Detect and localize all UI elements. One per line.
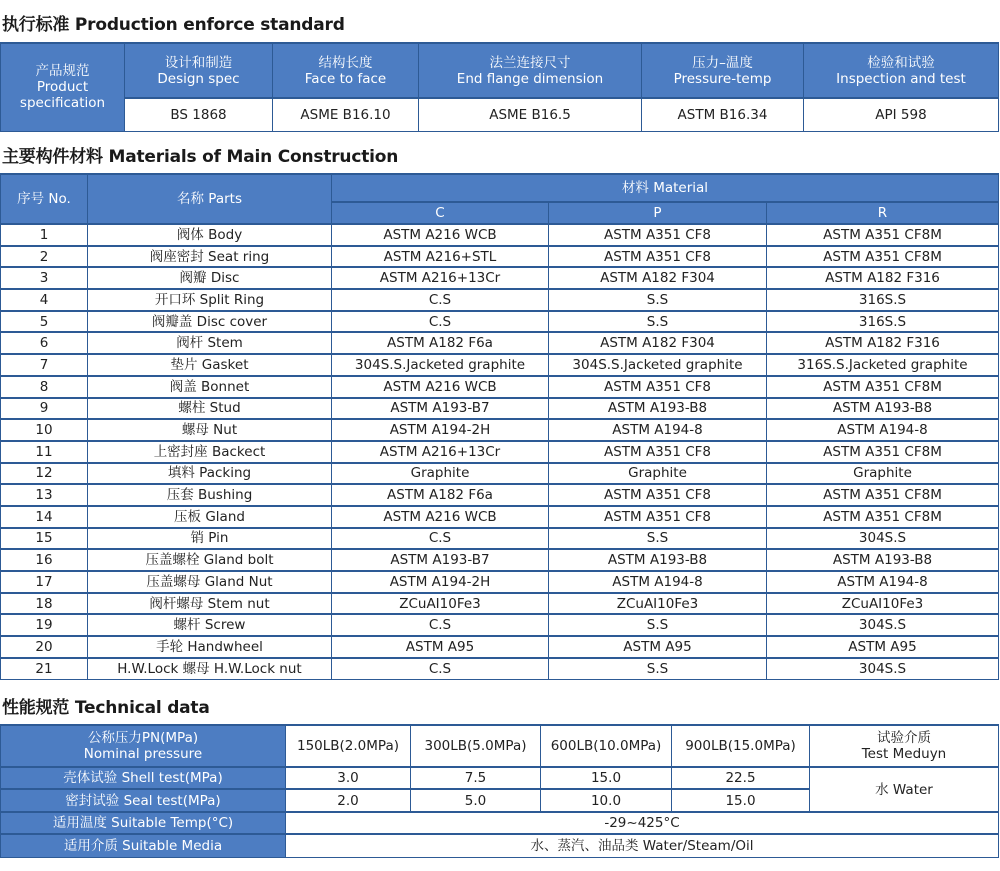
material-row: [1, 419, 999, 441]
suitable-media-label: 适用介质 Suitable Media: [1, 834, 286, 857]
material-part: 手轮 Handwheel: [88, 636, 332, 658]
material-no: 11: [1, 441, 88, 463]
material-no: 7: [1, 354, 88, 376]
test-medium-en: Test Meduyn: [861, 746, 947, 762]
material-no: 21: [1, 658, 88, 680]
material-grade-r: ASTM A194-8: [767, 419, 999, 441]
material-grade-c: ASTM A216+STL: [332, 246, 549, 268]
material-grade-c: ASTM A95: [332, 636, 549, 658]
material-grade-p: ASTM A182 F304: [549, 267, 767, 289]
std-col-cn: 设计和制造: [164, 54, 233, 71]
std-value: ASME B16.5: [419, 98, 642, 131]
material-grade-r: ASTM A351 CF8M: [767, 484, 999, 506]
material-grade-p: S.S: [549, 311, 767, 333]
material-row: [1, 636, 999, 658]
material-grade-p: ASTM A194-8: [549, 571, 767, 593]
material-grade-c: Graphite: [332, 463, 549, 485]
seal-test-value: 15.0: [672, 789, 810, 812]
material-row: [1, 354, 999, 376]
material-row: [1, 614, 999, 636]
material-grade-p: S.S: [549, 528, 767, 550]
material-row: [1, 398, 999, 420]
std-col-en: Pressure-temp: [673, 70, 772, 87]
material-grade-p: ASTM A194-8: [549, 419, 767, 441]
material-part: 阀瓣 Disc: [88, 267, 332, 289]
shell-test-value: 7.5: [411, 767, 541, 789]
product-spec-header: [1, 43, 125, 131]
material-part: 压盖螺栓 Gland bolt: [88, 549, 332, 571]
material-grade-p: S.S: [549, 658, 767, 680]
material-grade-r: ASTM A182 F316: [767, 267, 999, 289]
material-grade-r: ASTM A95: [767, 636, 999, 658]
material-part: 阀体 Body: [88, 224, 332, 246]
material-part: 阀盖 Bonnet: [88, 376, 332, 398]
seal-test-value: 10.0: [541, 789, 672, 812]
std-col-header: [125, 43, 273, 98]
seal-test-value: 2.0: [286, 789, 411, 812]
material-grade-c: ASTM A194-2H: [332, 571, 549, 593]
material-no: 14: [1, 506, 88, 528]
material-part: 压板 Gland: [88, 506, 332, 528]
material-grade-p: ASTM A351 CF8: [549, 506, 767, 528]
standards-heading: 执行标准 Production enforce standard: [2, 15, 345, 35]
material-no: 6: [1, 332, 88, 354]
suitable-media-value: 水、蒸汽、油品类 Water/Steam/Oil: [286, 834, 999, 857]
std-col-en: Inspection and test: [836, 70, 966, 87]
material-grade-r: ASTM A351 CF8M: [767, 376, 999, 398]
test-medium-cn: 试验介质: [877, 730, 931, 746]
material-grade-p: ASTM A95: [549, 636, 767, 658]
material-grade-c: ASTM A216 WCB: [332, 506, 549, 528]
technical-heading: 性能规范 Technical data: [2, 698, 210, 718]
col-parts-header: 名称 Parts: [88, 174, 332, 224]
material-grade-r: 316S.S: [767, 311, 999, 333]
material-grade-p: ASTM A351 CF8: [549, 441, 767, 463]
material-grade-c: C.S: [332, 289, 549, 311]
material-part: 垫片 Gasket: [88, 354, 332, 376]
std-col-header: [804, 43, 999, 98]
material-no: 20: [1, 636, 88, 658]
shell-test-label: 壳体试验 Shell test(MPa): [1, 767, 286, 789]
material-row: [1, 224, 999, 246]
material-grade-p: S.S: [549, 289, 767, 311]
material-grade-p: ASTM A351 CF8: [549, 376, 767, 398]
grade-p-header: P: [549, 202, 767, 224]
shell-test-value: 22.5: [672, 767, 810, 789]
std-col-en: Design spec: [157, 70, 240, 87]
material-no: 1: [1, 224, 88, 246]
material-grade-c: ASTM A193-B7: [332, 549, 549, 571]
material-row: [1, 484, 999, 506]
material-grade-p: 304S.S.Jacketed graphite: [549, 354, 767, 376]
material-part: 阀瓣盖 Disc cover: [88, 311, 332, 333]
material-row: [1, 528, 999, 550]
std-col-cn: 检验和试验: [867, 54, 935, 71]
grade-r-header: R: [767, 202, 999, 224]
material-grade-r: ASTM A351 CF8M: [767, 246, 999, 268]
std-col-header: [273, 43, 419, 98]
material-part: 压套 Bushing: [88, 484, 332, 506]
material-grade-p: ASTM A182 F304: [549, 332, 767, 354]
material-grade-r: 316S.S: [767, 289, 999, 311]
material-grade-r: ASTM A351 CF8M: [767, 224, 999, 246]
seal-test-label: 密封试验 Seal test(MPa): [1, 789, 286, 812]
suitable-temp-value: -29~425°C: [286, 812, 999, 834]
grade-c-header: C: [332, 202, 549, 224]
shell-test-value: 3.0: [286, 767, 411, 789]
material-part: 填料 Packing: [88, 463, 332, 485]
material-grade-p: ASTM A351 CF8: [549, 224, 767, 246]
material-row: [1, 549, 999, 571]
nominal-pressure-cn: 公称压力PN(MPa): [87, 730, 199, 746]
material-no: 2: [1, 246, 88, 268]
pressure-class: 900LB(15.0MPa): [672, 725, 810, 767]
material-row: [1, 506, 999, 528]
material-no: 13: [1, 484, 88, 506]
material-grade-p: Graphite: [549, 463, 767, 485]
material-grade-r: ASTM A193-B8: [767, 549, 999, 571]
material-part: 开口环 Split Ring: [88, 289, 332, 311]
material-row: [1, 246, 999, 268]
material-row: [1, 658, 999, 680]
material-grade-r: ASTM A182 F316: [767, 332, 999, 354]
material-grade-p: ASTM A351 CF8: [549, 246, 767, 268]
nominal-pressure-header: [1, 725, 286, 767]
material-grade-p: S.S: [549, 614, 767, 636]
material-no: 4: [1, 289, 88, 311]
pressure-class: 150LB(2.0MPa): [286, 725, 411, 767]
material-row: [1, 289, 999, 311]
material-grade-r: 304S.S: [767, 658, 999, 680]
std-col-cn: 压力–温度: [692, 54, 753, 71]
material-row: [1, 376, 999, 398]
material-grade-r: Graphite: [767, 463, 999, 485]
product-spec-cn: 产品规范: [35, 63, 90, 80]
material-no: 3: [1, 267, 88, 289]
material-no: 18: [1, 593, 88, 615]
seal-test-value: 5.0: [411, 789, 541, 812]
material-part: 上密封座 Backect: [88, 441, 332, 463]
material-grade-c: C.S: [332, 658, 549, 680]
material-part: 销 Pin: [88, 528, 332, 550]
nominal-pressure-en: Nominal pressure: [83, 746, 203, 762]
material-no: 19: [1, 614, 88, 636]
material-grade-r: ASTM A351 CF8M: [767, 506, 999, 528]
material-part: 压盖螺母 Gland Nut: [88, 571, 332, 593]
material-grade-c: ASTM A216 WCB: [332, 224, 549, 246]
material-part: 螺母 Nut: [88, 419, 332, 441]
material-no: 15: [1, 528, 88, 550]
std-col-en: End flange dimension: [456, 70, 604, 87]
product-spec-en: Product specification: [19, 79, 106, 112]
material-grade-c: ASTM A216 WCB: [332, 376, 549, 398]
suitable-temp-label: 适用温度 Suitable Temp(°C): [1, 812, 286, 834]
col-no-header: 序号 No.: [1, 174, 88, 224]
material-part: 阀座密封 Seat ring: [88, 246, 332, 268]
std-value: BS 1868: [125, 98, 273, 131]
std-col-header: [642, 43, 804, 98]
material-grade-r: 316S.S.Jacketed graphite: [767, 354, 999, 376]
material-part: 螺杆 Screw: [88, 614, 332, 636]
material-grade-c: C.S: [332, 311, 549, 333]
material-row: [1, 311, 999, 333]
material-grade-r: ASTM A194-8: [767, 571, 999, 593]
pressure-class: 300LB(5.0MPa): [411, 725, 541, 767]
std-value: ASME B16.10: [273, 98, 419, 131]
standards-table: [0, 42, 999, 132]
std-value: API 598: [804, 98, 999, 131]
material-part: 螺柱 Stud: [88, 398, 332, 420]
material-grade-p: ASTM A193-B8: [549, 398, 767, 420]
material-no: 16: [1, 549, 88, 571]
material-grade-p: ZCuAI10Fe3: [549, 593, 767, 615]
material-grade-c: ASTM A194-2H: [332, 419, 549, 441]
material-no: 10: [1, 419, 88, 441]
material-no: 12: [1, 463, 88, 485]
std-value: ASTM B16.34: [642, 98, 804, 131]
material-grade-c: C.S: [332, 528, 549, 550]
material-grade-c: ASTM A182 F6a: [332, 332, 549, 354]
material-part: H.W.Lock 螺母 H.W.Lock nut: [88, 658, 332, 680]
col-material-header: 材料 Material: [332, 174, 999, 202]
materials-table: [0, 173, 999, 680]
material-grade-r: 304S.S: [767, 528, 999, 550]
material-row: [1, 463, 999, 485]
material-grade-c: ASTM A193-B7: [332, 398, 549, 420]
std-col-cn: 结构长度: [318, 54, 373, 71]
material-row: [1, 332, 999, 354]
material-no: 8: [1, 376, 88, 398]
material-grade-p: ASTM A193-B8: [549, 549, 767, 571]
material-row: [1, 267, 999, 289]
material-grade-c: ASTM A216+13Cr: [332, 441, 549, 463]
material-no: 5: [1, 311, 88, 333]
std-col-cn: 法兰连接尺寸: [489, 54, 571, 71]
material-row: [1, 593, 999, 615]
material-grade-r: ASTM A193-B8: [767, 398, 999, 420]
std-col-header: [419, 43, 642, 98]
material-part: 阀杆 Stem: [88, 332, 332, 354]
material-grade-c: ASTM A216+13Cr: [332, 267, 549, 289]
technical-table: [0, 724, 999, 858]
material-row: [1, 441, 999, 463]
material-grade-c: C.S: [332, 614, 549, 636]
pressure-class: 600LB(10.0MPa): [541, 725, 672, 767]
material-grade-r: ASTM A351 CF8M: [767, 441, 999, 463]
material-grade-p: ASTM A351 CF8: [549, 484, 767, 506]
materials-heading: 主要构件材料 Materials of Main Construction: [2, 147, 399, 167]
shell-test-value: 15.0: [541, 767, 672, 789]
material-grade-r: 304S.S: [767, 614, 999, 636]
material-grade-r: ZCuAI10Fe3: [767, 593, 999, 615]
test-medium-value: 水 Water: [810, 767, 999, 812]
material-no: 17: [1, 571, 88, 593]
material-part: 阀杆螺母 Stem nut: [88, 593, 332, 615]
material-grade-c: ASTM A182 F6a: [332, 484, 549, 506]
material-no: 9: [1, 398, 88, 420]
material-row: [1, 571, 999, 593]
material-grade-c: ZCuAI10Fe3: [332, 593, 549, 615]
material-grade-c: 304S.S.Jacketed graphite: [332, 354, 549, 376]
std-col-en: Face to face: [304, 70, 387, 87]
test-medium-header: [810, 725, 999, 767]
